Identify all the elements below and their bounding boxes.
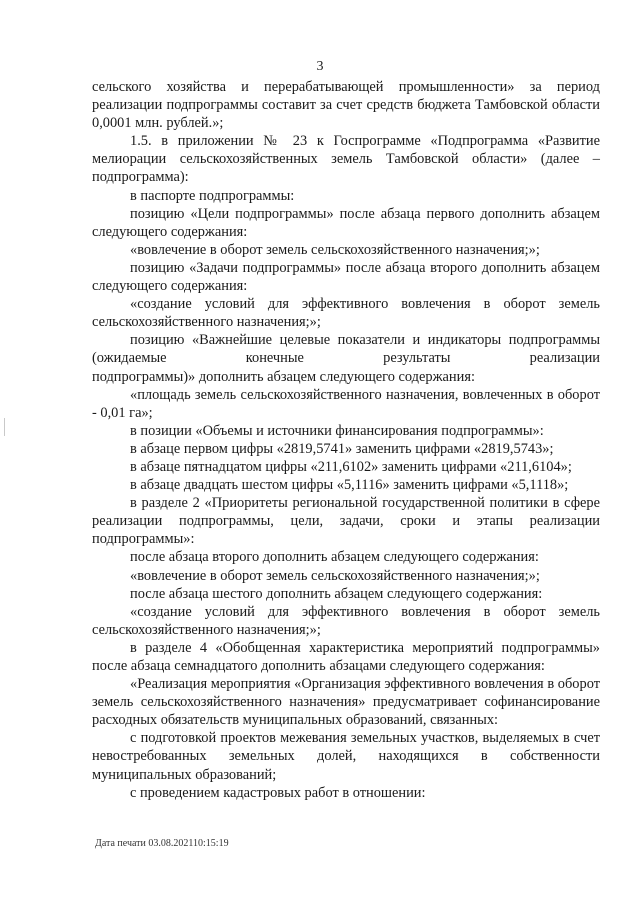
paragraph: в абзаце пятнадцатом цифры «211,6102» заменить цифрами «211,6104»; <box>130 458 572 475</box>
paragraph: с проведением кадастровых работ в отношении: <box>130 784 426 801</box>
paragraph: 1.5. в приложении № 23 к Госпрограмме «Подпрограмма «Развитие мелиорации сельскохозяйственных земель Тамбовской области» (далее – подпрограмма): <box>92 133 600 186</box>
paragraph: позицию «Цели подпрограммы» после абзаца первого дополнить абзацем следующего содержания: <box>92 205 600 240</box>
paragraph: сельского хозяйства и перерабатывающей промышленности» за период реализации подпрограммы составит за счет средств бюджета Тамбовской области 0,0001 млн. рублей.»; <box>92 79 600 132</box>
paragraph: «площадь земель сельскохозяйственного назначения, вовлеченных в оборот - 0,01 га»; <box>92 386 600 421</box>
paragraph: подпрограммы)» дополнить абзацем следующего содержания: <box>92 368 475 385</box>
paragraph: с подготовкой проектов межевания земельных участков, выделяемых в счет невостребованных земельных долей, находящихся в собственности муниципальных образований; <box>92 730 600 783</box>
paragraph: в абзаце первом цифры «2819,5741» заменить цифрами «2819,5743»; <box>130 440 554 457</box>
paragraph: «создание условий для эффективного вовлечения в оборот земель сельскохозяйственного назначения;»; <box>92 296 600 331</box>
paragraph: в разделе 2 «Приоритеты региональной государственной политики в сфере реализации подпрограммы, цели, задачи, сроки и этапы реализации подпрограммы»: <box>92 495 600 548</box>
paragraph: «вовлечение в оборот земель сельскохозяйственного назначения;»; <box>130 241 540 258</box>
paragraph: после абзаца шестого дополнить абзацем следующего содержания: <box>130 585 543 602</box>
paragraph: «вовлечение в оборот земель сельскохозяйственного назначения;»; <box>130 567 540 584</box>
paragraph: в позиции «Объемы и источники финансирования подпрограммы»: <box>130 422 544 439</box>
page-number: 3 <box>316 59 324 74</box>
paragraph: «создание условий для эффективного вовлечения в оборот земель сельскохозяйственного назначения;»; <box>92 603 600 638</box>
paragraph: в абзаце двадцать шестом цифры «5,1116» заменить цифрами «5,1118»; <box>130 477 569 494</box>
paragraph: в паспорте подпрограммы: <box>130 187 295 204</box>
paragraph: позицию «Важнейшие целевые показатели и индикаторы подпрограммы (ожидаемые конечные результаты реализации <box>92 332 600 367</box>
paragraph: «Реализация мероприятия «Организация эффективного вовлечения в оборот земель сельскохозяйственного назначения» предусматривает софинансирование расходных обязательств муниципальных образований, связанных: <box>92 676 600 729</box>
scan-artifact <box>4 418 5 436</box>
print-date-footer: Дата печати 03.08.202110:15:19 <box>95 838 229 849</box>
paragraph: в разделе 4 «Обобщенная характеристика мероприятий подпрограммы» после абзаца семнадцатого дополнить абзацами следующего содержания: <box>92 639 600 674</box>
document-body <box>92 78 600 802</box>
paragraph: позицию «Задачи подпрограммы» после абзаца второго дополнить абзацем следующего содержания: <box>92 259 600 295</box>
paragraph: после абзаца второго дополнить абзацем следующего содержания: <box>130 549 539 566</box>
